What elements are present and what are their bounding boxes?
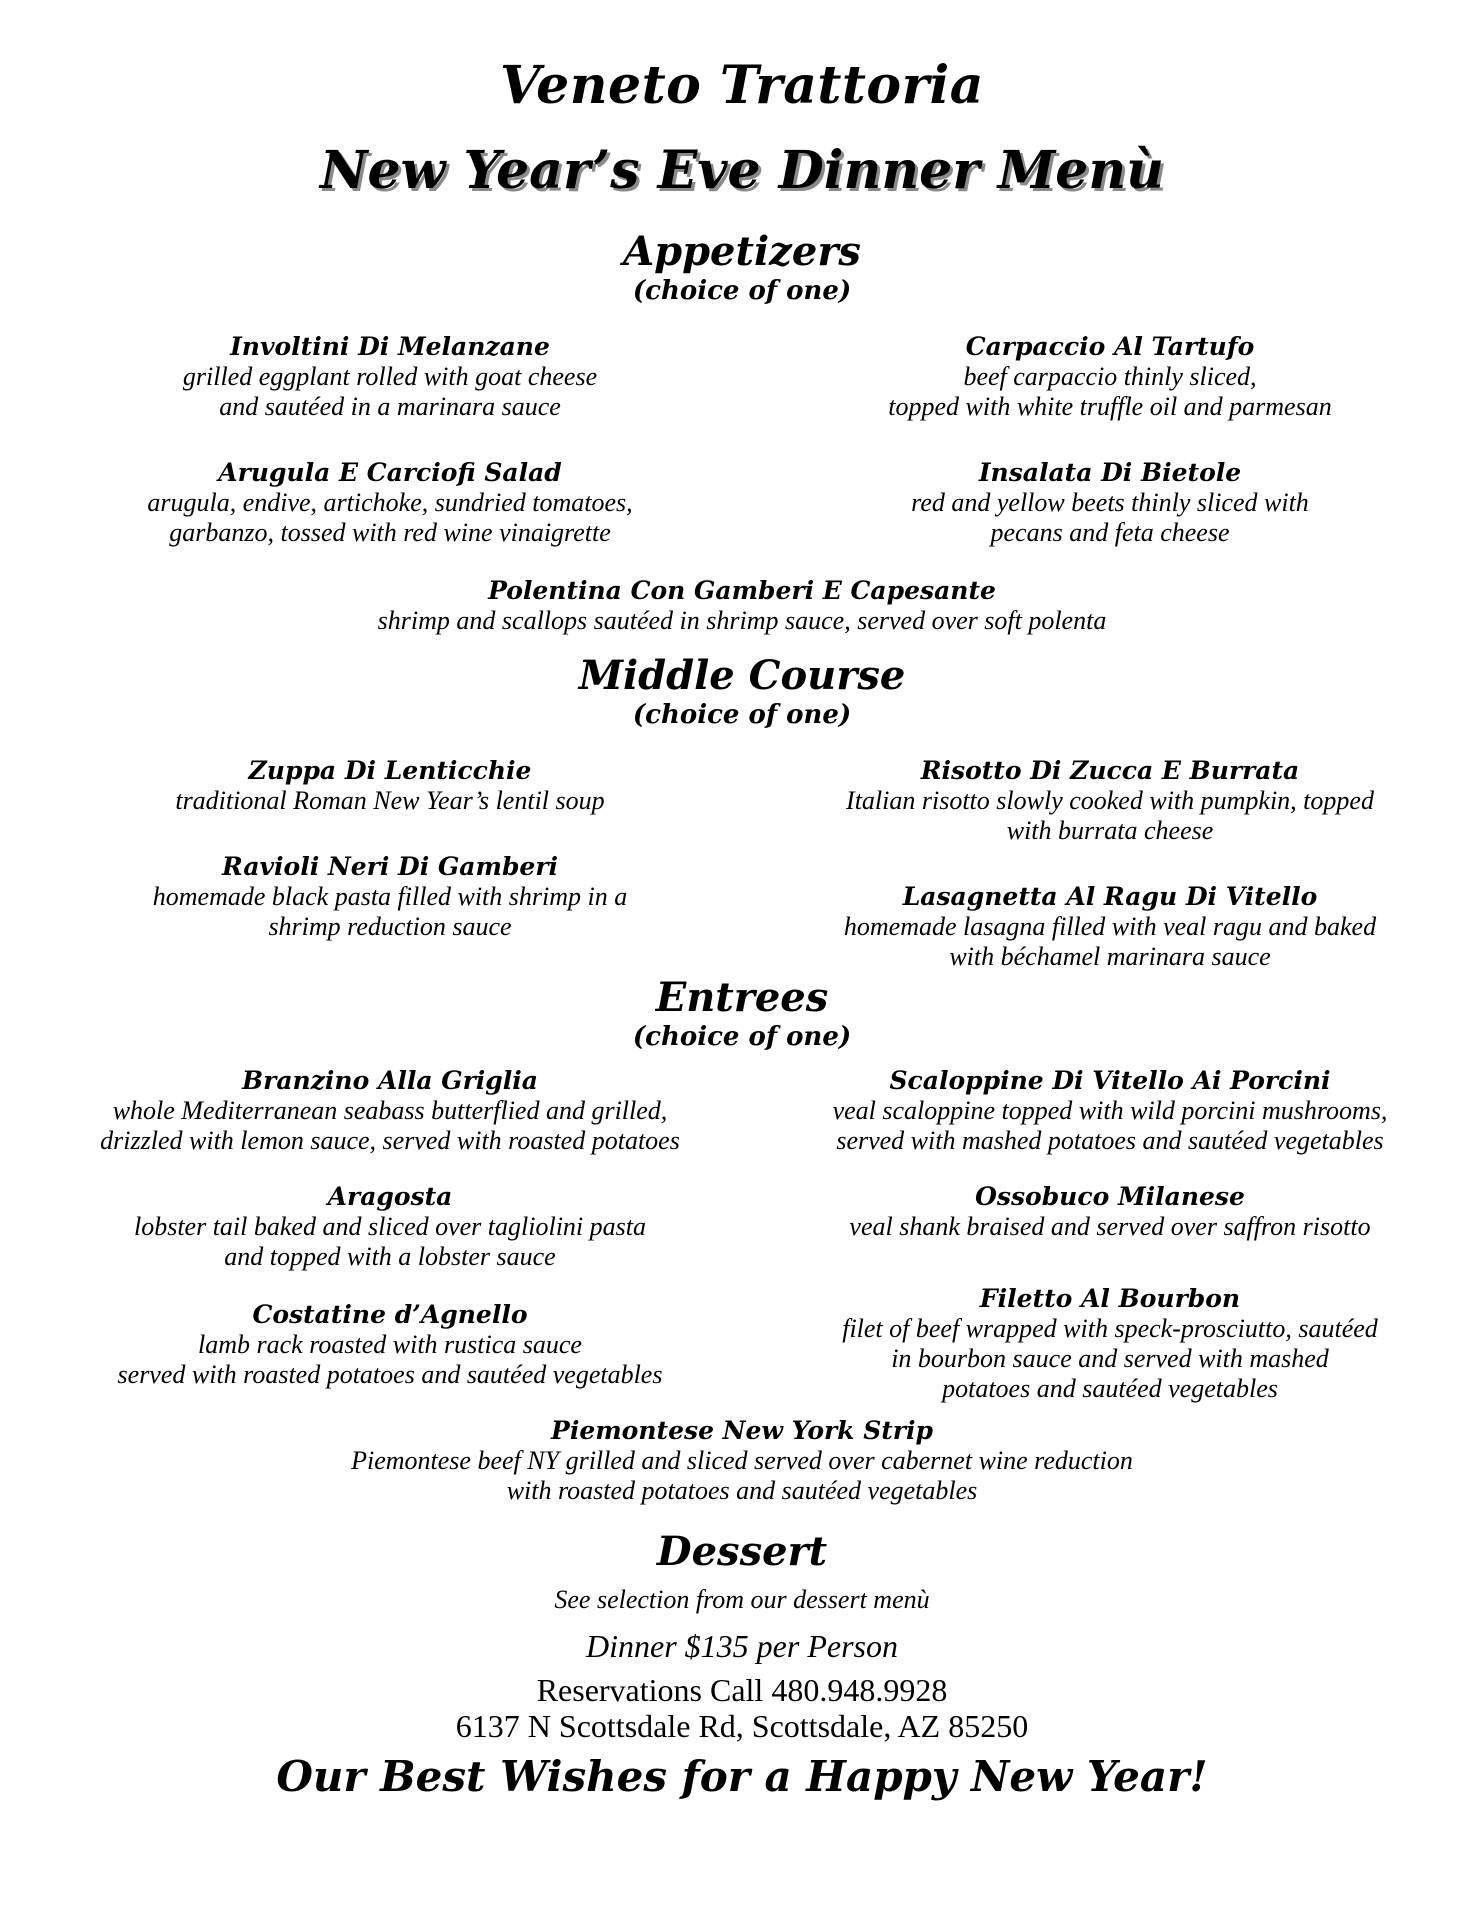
reservations-phone: Reservations Call 480.948.9928 [536, 1672, 948, 1708]
menu-title: New Year’s Eve Dinner Menù [320, 140, 1164, 201]
dessert-description: See selection from our dessert menù [554, 1585, 930, 1614]
menu-item-description: homemade lasagna filled with veal ragu and baked with béchamel marinara sauce [843, 912, 1377, 971]
menu-item [780, 458, 1440, 548]
menu-item-description: Piemontese beef NY grilled and sliced served over cabernet wine reduction with roasted potatoes and sautéed vegetables [351, 1446, 1133, 1505]
entrees-heading: Entrees [655, 974, 829, 1021]
menu-item-description: Italian risotto slowly cooked with pumpkin, topped with burrata cheese [846, 786, 1374, 845]
middle-course-heading: Middle Course [578, 652, 906, 699]
menu-item-name: Filetto Al Bourbon [979, 1284, 1241, 1313]
menu-item-name: Arugula E Carciofi Salad [218, 458, 562, 487]
closing-wishes: Our Best Wishes for a Happy New Year! [276, 1752, 1208, 1801]
appetizers-note: (choice of one) [632, 276, 852, 306]
menu-item [60, 756, 720, 816]
menu-item-name: Ossobuco Milanese [975, 1182, 1245, 1211]
menu-item [780, 1284, 1440, 1404]
menu-item-name: Involtini Di Melanzane [230, 332, 550, 361]
restaurant-name: Veneto Trattoria [500, 55, 984, 116]
menu-item-description: red and yellow beets thinly sliced with pecans and feta cheese [911, 488, 1309, 547]
menu-item-description: traditional Roman New Year’s lentil soup [175, 786, 605, 815]
menu-item [60, 1066, 720, 1156]
menu-item-description: lamb rack roasted with rustica sauce served with roasted potatoes and sautéed vegetables [117, 1330, 663, 1389]
menu-item-description: whole Mediterranean seabass butterflied and grilled, drizzled with lemon sauce, served with roasted potatoes [100, 1096, 680, 1155]
menu-item [780, 332, 1440, 422]
price: Dinner $135 per Person [586, 1628, 898, 1664]
menu-item-description: filet of beef wrapped with speck-prosciutto, sautéed in bourbon sauce and served with mashed potatoes and sautéed vegetables [842, 1314, 1378, 1403]
menu-item-description: lobster tail baked and sliced over tagliolini pasta and topped with a lobster sauce [133, 1212, 646, 1271]
menu-item-name: Costatine d’Agnello [252, 1300, 528, 1329]
menu-item-description: grilled eggplant rolled with goat cheese and sautéed in a marinara sauce [182, 362, 598, 421]
menu-item [60, 332, 720, 422]
menu-item-description: homemade black pasta filled with shrimp in a shrimp reduction sauce [152, 882, 628, 941]
menu-item [60, 852, 720, 942]
menu-item [780, 882, 1440, 972]
menu-item-description: veal scaloppine topped with wild porcini mushrooms, served with mashed potatoes and sautéed vegetables [832, 1096, 1388, 1155]
menu-item [780, 1066, 1440, 1156]
appetizers-heading: Appetizers [623, 228, 861, 275]
menu-item [200, 576, 1284, 636]
menu-item-name: Aragosta [327, 1182, 453, 1211]
menu-item-name: Insalata Di Bietole [978, 458, 1242, 487]
menu-item-name: Zuppa Di Lenticchie [248, 756, 532, 785]
menu-item [200, 1416, 1284, 1506]
menu-item [60, 458, 720, 548]
menu-item-description: shrimp and scallops sautéed in shrimp sauce, served over soft polenta [377, 606, 1107, 635]
menu-item-name: Branzino Alla Griglia [242, 1066, 538, 1095]
dessert-heading: Dessert [656, 1528, 828, 1575]
menu-item-name: Lasagnetta Al Ragu Di Vitello [902, 882, 1318, 911]
address: 6137 N Scottsdale Rd, Scottsdale, AZ 85250 [455, 1708, 1029, 1744]
menu-item-name: Risotto Di Zucca E Burrata [920, 756, 1300, 785]
menu-item-description: veal shank braised and served over saffron risotto [849, 1212, 1371, 1241]
menu-item [780, 1182, 1440, 1242]
menu-item-name: Ravioli Neri Di Gamberi [221, 852, 558, 881]
menu-item-name: Polentina Con Gamberi E Capesante [488, 576, 996, 605]
menu-item [780, 756, 1440, 846]
middle-course-note: (choice of one) [632, 700, 852, 730]
menu-item-description: beef carpaccio thinly sliced, topped with white truffle oil and parmesan [888, 362, 1332, 421]
entrees-note: (choice of one) [632, 1022, 852, 1052]
menu-item-name: Scaloppine Di Vitello Ai Porcini [889, 1066, 1331, 1095]
menu-item [60, 1182, 720, 1272]
menu-item-description: arugula, endive, artichoke, sundried tomatoes, garbanzo, tossed with red wine vinaigrette [147, 488, 633, 547]
menu-item [60, 1300, 720, 1390]
menu-item-name: Carpaccio Al Tartufo [965, 332, 1255, 361]
menu-item-name: Piemontese New York Strip [551, 1416, 933, 1445]
